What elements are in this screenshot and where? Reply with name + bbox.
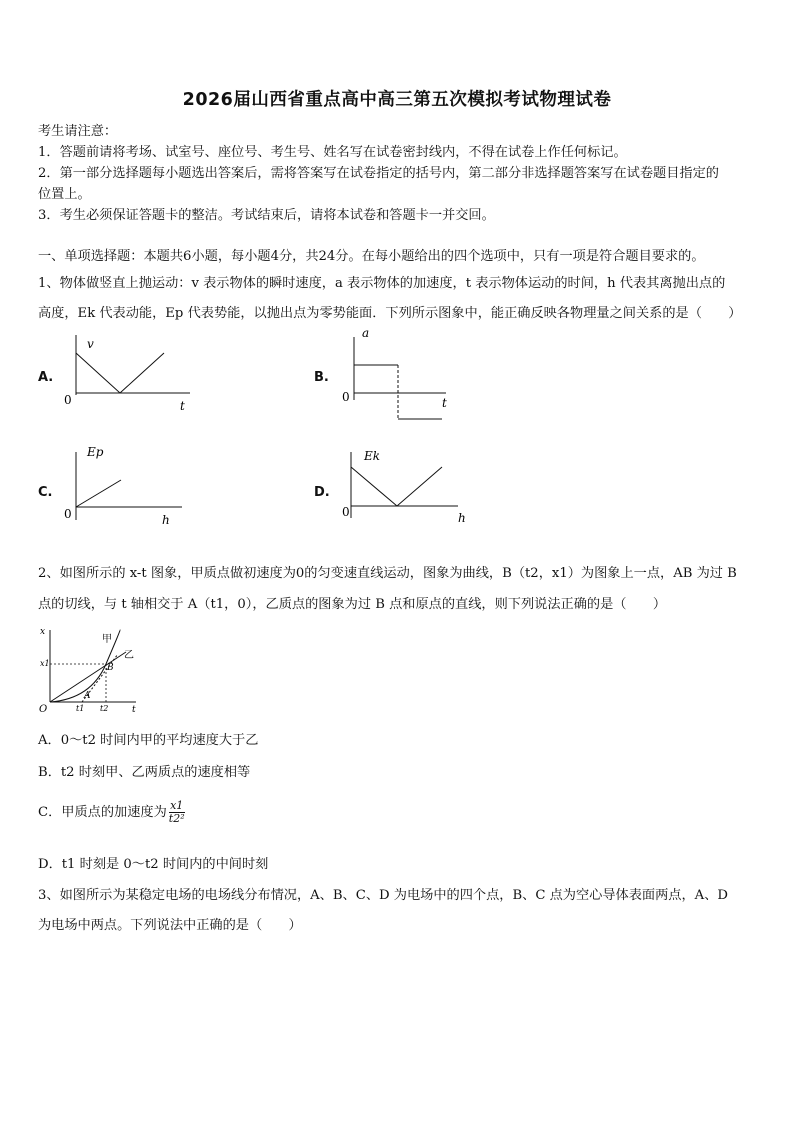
graph-b-ylabel: a xyxy=(362,326,370,340)
graph-a-ylabel: v xyxy=(87,337,94,351)
xt-label-t: t xyxy=(132,705,136,715)
graph-c-origin: 0 xyxy=(64,507,72,521)
acceleration-fraction xyxy=(169,800,185,825)
section-heading: 一、单项选择题：本题共6小题，每小题4分，共24分。在每小题给出的四个选项中，只有一项是符合题目要求的。 xyxy=(38,249,705,264)
question-2-option-c[interactable] xyxy=(38,800,185,825)
question-1-stem: 高度，Ek 代表动能，Ep 代表势能，以抛出点为零势能面．下列所示图象中，能正确反映各物理量之间关系的是（ ） xyxy=(38,306,742,321)
xt-label-b: B xyxy=(107,663,114,673)
fraction-denominator: t2² xyxy=(168,812,185,825)
xt-label-t1: t1 xyxy=(76,704,85,713)
notice-item: 1．答题前请将考场、试室号、座位号、考生号、姓名写在试卷密封线内，不得在试卷上作任何标记。 xyxy=(38,145,627,160)
xt-label-yi: 乙 xyxy=(124,650,134,661)
question-1-stem: 1、物体做竖直上抛运动：v 表示物体的瞬时速度，a 表示物体的加速度，t 表示物体运动的时间，h 代表其离抛出点的 xyxy=(38,276,726,291)
graph-c-xlabel: h xyxy=(162,513,170,527)
option-d-label[interactable]: D. xyxy=(314,485,330,500)
graph-a-xlabel: t xyxy=(180,399,185,413)
notice-item: 3．考生必须保证答题卡的整洁。考试结束后，请将本试卷和答题卡一并交回。 xyxy=(38,208,495,223)
fraction-numerator: x1 xyxy=(170,799,184,812)
option-c-label[interactable]: C. xyxy=(38,485,53,500)
xt-graph xyxy=(36,624,146,716)
page-title: 2026届山西省重点高中高三第五次模拟考试物理试卷 xyxy=(182,90,612,110)
question-2-option-b[interactable]: B．t2 时刻甲、乙两质点的速度相等 xyxy=(38,765,251,780)
graph-c xyxy=(60,440,190,530)
question-2-stem: 点的切线，与 t 轴相交于 A（t1，0），乙质点的图象为过 B 点和原点的直线，则下列说法正确的是（ ） xyxy=(38,597,667,612)
xt-label-o: O xyxy=(39,704,48,715)
graph-a-origin: 0 xyxy=(64,393,72,407)
graph-a xyxy=(60,330,200,415)
question-2-option-a[interactable]: A．0～t2 时间内甲的平均速度大于乙 xyxy=(38,733,259,748)
graph-b-xlabel: t xyxy=(442,396,447,410)
question-2-option-d[interactable]: D．t1 时刻是 0～t2 时间内的中间时刻 xyxy=(38,857,269,872)
xt-label-jia: 甲 xyxy=(102,634,112,645)
graph-b xyxy=(338,325,458,425)
graph-d-origin: 0 xyxy=(342,505,350,519)
option-b-label[interactable]: B. xyxy=(314,370,329,385)
option-a-label[interactable]: A. xyxy=(38,370,54,385)
xt-label-t2: t2 xyxy=(100,704,109,713)
question-2-stem: 2、如图所示的 x-t 图象，甲质点做初速度为0的匀变速直线运动，图象为曲线，B（t2，x1）为图象上一点，AB 为过 B xyxy=(38,566,737,581)
question-3-stem: 为电场中两点。下列说法中正确的是（ ） xyxy=(38,918,302,933)
option-c-text: C．甲质点的加速度为 xyxy=(38,805,167,820)
notice-header: 考生请注意： xyxy=(38,124,118,139)
graph-d xyxy=(338,440,468,530)
xt-label-x: x xyxy=(40,627,46,637)
graph-d-ylabel: Ek xyxy=(364,449,381,463)
question-3-stem: 3、如图所示为某稳定电场的电场线分布情况，A、B、C、D 为电场中的四个点，B、C 点为空心导体表面两点，A、D xyxy=(38,888,728,903)
notice-item: 位置上。 xyxy=(38,187,91,202)
graph-b-origin: 0 xyxy=(342,390,350,404)
graph-d-xlabel: h xyxy=(458,511,466,525)
xt-label-a: A xyxy=(84,691,91,701)
notice-item: 2．第一部分选择题每小题选出答案后，需将答案写在试卷指定的括号内，第二部分非选择题答案写在试卷题目指定的 xyxy=(38,166,719,181)
xt-label-x1: x1 xyxy=(40,659,50,668)
graph-c-ylabel: Ep xyxy=(87,445,104,459)
